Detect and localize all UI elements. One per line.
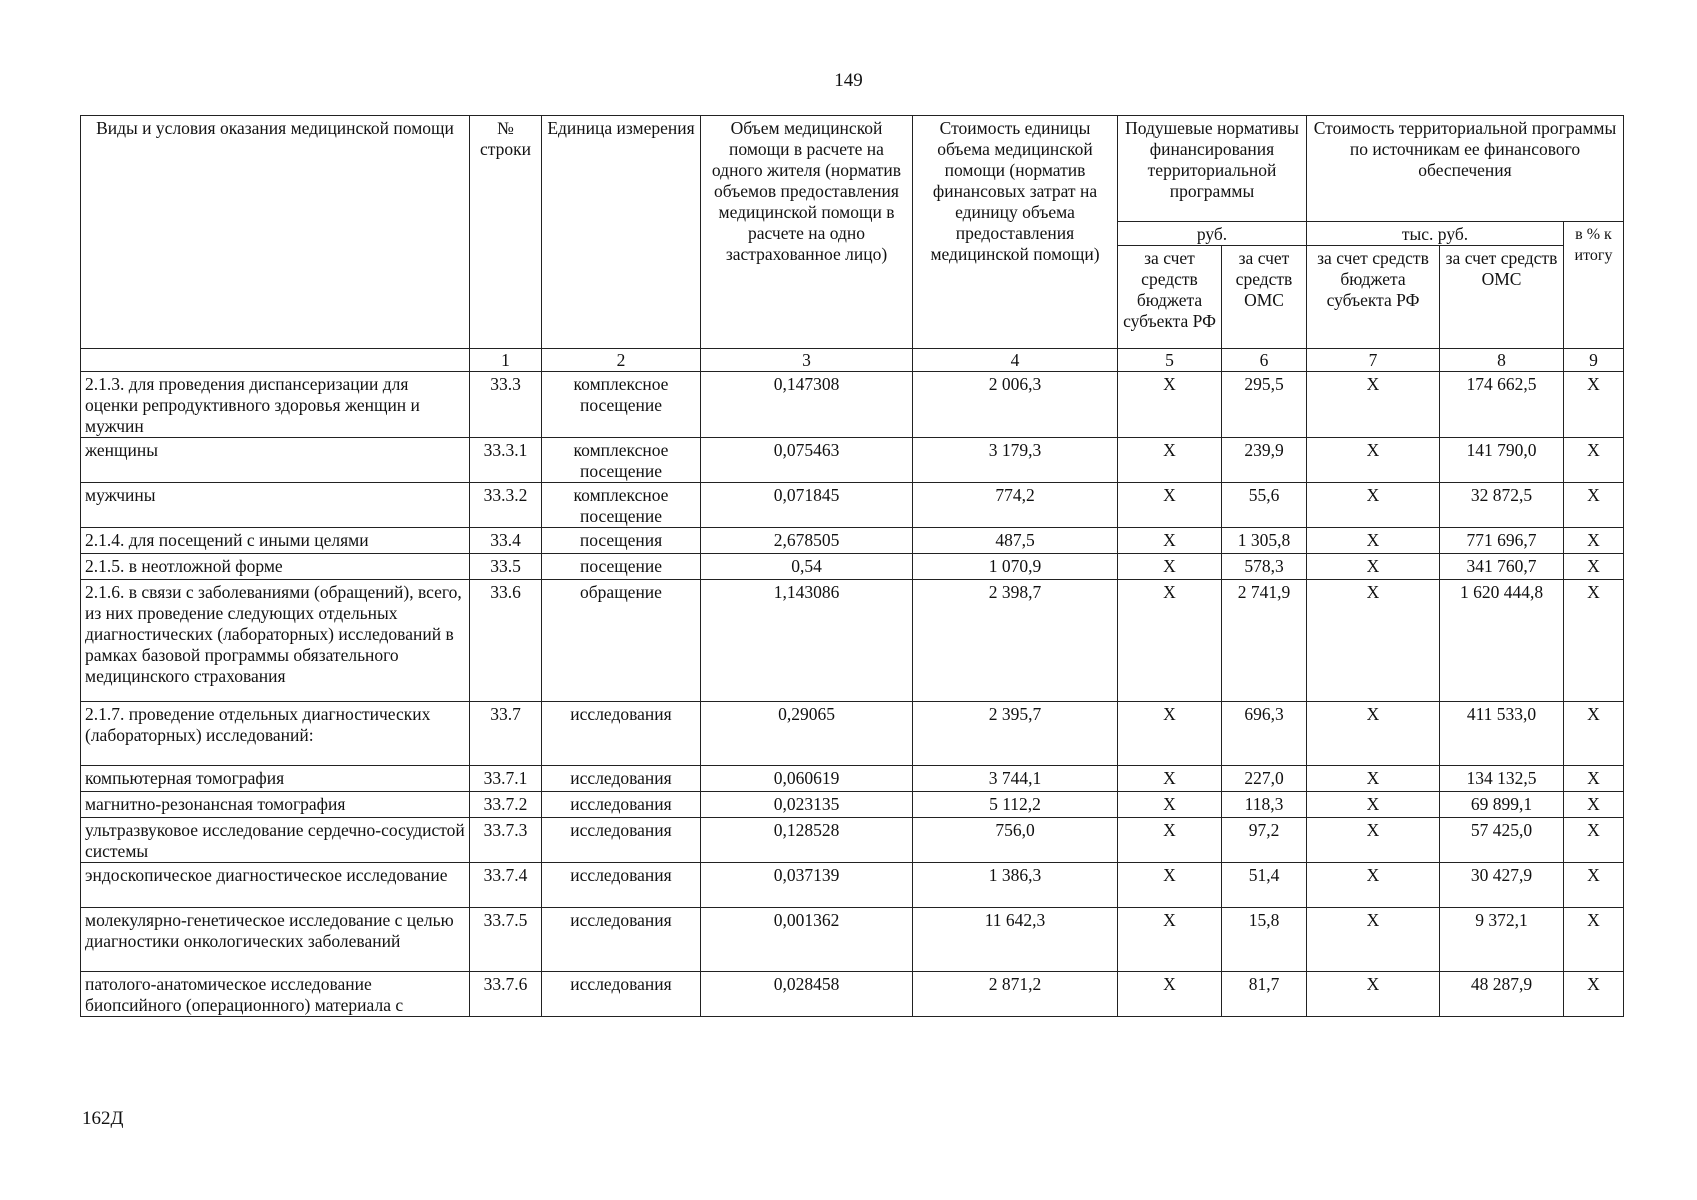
cell-cost: 756,0: [913, 818, 1118, 863]
cell-cost: 774,2: [913, 483, 1118, 528]
cell-unit: исследования: [542, 792, 701, 818]
cell-kind: 2.1.6. в связи с заболеваниями (обращений), всего, из них проведение следующих отдельных диагностических (лабораторных) исследований в рамках базовой программы обязательного медицинского страхования: [81, 580, 470, 702]
cell-percent-total: Х: [1564, 372, 1624, 438]
column-number: 9: [1564, 349, 1624, 372]
cell-unit: комплексное посещение: [542, 372, 701, 438]
cell-oms-rub: 239,9: [1222, 438, 1307, 483]
cell-unit: посещения: [542, 528, 701, 554]
cell-cost: 11 642,3: [913, 908, 1118, 972]
header-budget-thousand: за счет средств бюджета субъекта РФ: [1307, 246, 1440, 349]
cell-oms-thousand: 1 620 444,8: [1440, 580, 1564, 702]
cell-budget-rub: Х: [1118, 438, 1222, 483]
cell-oms-thousand: 771 696,7: [1440, 528, 1564, 554]
cell-oms-thousand: 9 372,1: [1440, 908, 1564, 972]
cell-budget-rub: Х: [1118, 908, 1222, 972]
cell-oms-thousand: 341 760,7: [1440, 554, 1564, 580]
table-row: [81, 792, 1624, 818]
cell-kind: мужчины: [81, 483, 470, 528]
cell-budget-rub: Х: [1118, 972, 1222, 1017]
table-row: [81, 702, 1624, 766]
cell-budget-thousand: Х: [1307, 528, 1440, 554]
cell-oms-rub: 55,6: [1222, 483, 1307, 528]
cell-percent-total: Х: [1564, 554, 1624, 580]
cell-budget-thousand: Х: [1307, 766, 1440, 792]
cell-oms-rub: 118,3: [1222, 792, 1307, 818]
cell-row-no: 33.5: [470, 554, 542, 580]
cell-percent-total: Х: [1564, 528, 1624, 554]
cell-cost: 1 070,9: [913, 554, 1118, 580]
cell-budget-thousand: Х: [1307, 818, 1440, 863]
header-percapita: Подушевые нормативы финансирования территориальной программы: [1118, 116, 1307, 222]
cell-volume: 0,128528: [701, 818, 913, 863]
table-row: [81, 908, 1624, 972]
header-kind: Виды и условия оказания медицинской помощи: [81, 116, 470, 349]
cell-oms-thousand: 411 533,0: [1440, 702, 1564, 766]
cell-volume: 0,147308: [701, 372, 913, 438]
header-percent-total: в % к итогу: [1564, 222, 1624, 349]
cell-kind: эндоскопическое диагностическое исследование: [81, 863, 470, 908]
header-budget-rub: за счет средств бюджета субъекта РФ: [1118, 246, 1222, 349]
document-code: 162Д: [82, 1108, 124, 1129]
cell-kind: магнитно-резонансная томография: [81, 792, 470, 818]
header-volume: Объем медицинской помощи в расчете на одного жителя (норматив объемов предоставления медицинской помощи в расчете на одно застрахованное лицо): [701, 116, 913, 349]
table-row: [81, 528, 1624, 554]
cell-budget-thousand: Х: [1307, 792, 1440, 818]
cell-unit: исследования: [542, 818, 701, 863]
cell-volume: 0,028458: [701, 972, 913, 1017]
cell-row-no: 33.3.1: [470, 438, 542, 483]
cell-kind: 2.1.5. в неотложной форме: [81, 554, 470, 580]
cell-unit: исследования: [542, 702, 701, 766]
cell-oms-rub: 227,0: [1222, 766, 1307, 792]
header-row-no: № строки: [470, 116, 542, 349]
table-row: [81, 972, 1624, 1017]
cell-budget-thousand: Х: [1307, 908, 1440, 972]
cell-volume: 0,29065: [701, 702, 913, 766]
cell-kind: 2.1.7. проведение отдельных диагностических (лабораторных) исследований:: [81, 702, 470, 766]
table-row: [81, 372, 1624, 438]
cell-volume: 0,071845: [701, 483, 913, 528]
cell-budget-rub: Х: [1118, 702, 1222, 766]
cell-cost: 487,5: [913, 528, 1118, 554]
cell-oms-rub: 1 305,8: [1222, 528, 1307, 554]
cell-percent-total: Х: [1564, 702, 1624, 766]
cell-kind: ультразвуковое исследование сердечно-сосудистой системы: [81, 818, 470, 863]
cell-budget-thousand: Х: [1307, 580, 1440, 702]
header-oms-rub: за счет средств ОМС: [1222, 246, 1307, 349]
cell-budget-thousand: Х: [1307, 863, 1440, 908]
cell-cost: 2 006,3: [913, 372, 1118, 438]
cell-budget-rub: Х: [1118, 792, 1222, 818]
cell-unit: исследования: [542, 972, 701, 1017]
column-number: 7: [1307, 349, 1440, 372]
cell-budget-rub: Х: [1118, 766, 1222, 792]
table-row: [81, 863, 1624, 908]
header-oms-thousand: за счет средств ОМС: [1440, 246, 1564, 349]
cell-oms-thousand: 57 425,0: [1440, 818, 1564, 863]
cell-cost: 3 744,1: [913, 766, 1118, 792]
cell-budget-rub: Х: [1118, 372, 1222, 438]
cell-cost: 2 871,2: [913, 972, 1118, 1017]
cell-row-no: 33.7.6: [470, 972, 542, 1017]
table-row: [81, 438, 1624, 483]
header-rub: руб.: [1118, 222, 1307, 246]
cell-oms-rub: 696,3: [1222, 702, 1307, 766]
cell-budget-thousand: Х: [1307, 972, 1440, 1017]
column-number: 4: [913, 349, 1118, 372]
cell-oms-rub: 578,3: [1222, 554, 1307, 580]
cell-budget-thousand: Х: [1307, 483, 1440, 528]
cell-budget-rub: Х: [1118, 818, 1222, 863]
cell-kind: молекулярно-генетическое исследование с целью диагностики онкологических заболеваний: [81, 908, 470, 972]
cell-oms-thousand: 174 662,5: [1440, 372, 1564, 438]
column-number: 6: [1222, 349, 1307, 372]
column-number: 3: [701, 349, 913, 372]
cell-percent-total: Х: [1564, 972, 1624, 1017]
cell-budget-rub: Х: [1118, 528, 1222, 554]
cell-row-no: 33.7.3: [470, 818, 542, 863]
cell-percent-total: Х: [1564, 908, 1624, 972]
cell-oms-thousand: 30 427,9: [1440, 863, 1564, 908]
cell-percent-total: Х: [1564, 438, 1624, 483]
cell-row-no: 33.7.1: [470, 766, 542, 792]
column-number: [81, 349, 470, 372]
cell-cost: 5 112,2: [913, 792, 1118, 818]
cell-percent-total: Х: [1564, 580, 1624, 702]
cell-oms-thousand: 134 132,5: [1440, 766, 1564, 792]
financing-table: [80, 115, 1624, 1017]
cell-budget-rub: Х: [1118, 554, 1222, 580]
cell-percent-total: Х: [1564, 818, 1624, 863]
cell-volume: 1,143086: [701, 580, 913, 702]
cell-percent-total: Х: [1564, 792, 1624, 818]
cell-row-no: 33.6: [470, 580, 542, 702]
column-number: 8: [1440, 349, 1564, 372]
cell-kind: компьютерная томография: [81, 766, 470, 792]
table-row: [81, 554, 1624, 580]
cell-cost: 1 386,3: [913, 863, 1118, 908]
cell-percent-total: Х: [1564, 483, 1624, 528]
cell-unit: комплексное посещение: [542, 438, 701, 483]
header-thousand-rub: тыс. руб.: [1307, 222, 1564, 246]
header-unit: Единица измерения: [542, 116, 701, 349]
table-row: [81, 483, 1624, 528]
cell-budget-thousand: Х: [1307, 702, 1440, 766]
cell-volume: 0,023135: [701, 792, 913, 818]
cell-volume: 2,678505: [701, 528, 913, 554]
cell-cost: 2 395,7: [913, 702, 1118, 766]
cell-unit: комплексное посещение: [542, 483, 701, 528]
column-number: 5: [1118, 349, 1222, 372]
cell-unit: исследования: [542, 863, 701, 908]
cell-oms-rub: 295,5: [1222, 372, 1307, 438]
column-number: 1: [470, 349, 542, 372]
cell-volume: 0,060619: [701, 766, 913, 792]
cell-oms-rub: 81,7: [1222, 972, 1307, 1017]
cell-oms-thousand: 141 790,0: [1440, 438, 1564, 483]
column-numbers-row: [81, 349, 1624, 372]
table-row: [81, 766, 1624, 792]
cell-percent-total: Х: [1564, 863, 1624, 908]
cell-budget-rub: Х: [1118, 483, 1222, 528]
cell-budget-rub: Х: [1118, 863, 1222, 908]
cell-kind: 2.1.3. для проведения диспансеризации для оценки репродуктивного здоровья женщин и мужчин: [81, 372, 470, 438]
header-program-cost: Стоимость территориальной программы по источникам ее финансового обеспечения: [1307, 116, 1624, 222]
cell-budget-thousand: Х: [1307, 438, 1440, 483]
table-row: [81, 818, 1624, 863]
cell-row-no: 33.7.5: [470, 908, 542, 972]
column-number: 2: [542, 349, 701, 372]
cell-percent-total: Х: [1564, 766, 1624, 792]
cell-row-no: 33.3.2: [470, 483, 542, 528]
cell-cost: 3 179,3: [913, 438, 1118, 483]
cell-row-no: 33.7: [470, 702, 542, 766]
cell-row-no: 33.4: [470, 528, 542, 554]
cell-row-no: 33.3: [470, 372, 542, 438]
table-body: [81, 372, 1624, 1017]
cell-kind: женщины: [81, 438, 470, 483]
cell-kind: 2.1.4. для посещений с иными целями: [81, 528, 470, 554]
cell-budget-rub: Х: [1118, 580, 1222, 702]
cell-unit: исследования: [542, 766, 701, 792]
cell-row-no: 33.7.2: [470, 792, 542, 818]
cell-oms-thousand: 69 899,1: [1440, 792, 1564, 818]
cell-oms-rub: 2 741,9: [1222, 580, 1307, 702]
cell-row-no: 33.7.4: [470, 863, 542, 908]
cell-unit: исследования: [542, 908, 701, 972]
table-row: [81, 580, 1624, 702]
cell-oms-thousand: 32 872,5: [1440, 483, 1564, 528]
cell-kind: патолого-анатомическое исследование биопсийного (операционного) материала с: [81, 972, 470, 1017]
cell-oms-rub: 97,2: [1222, 818, 1307, 863]
cell-volume: 0,075463: [701, 438, 913, 483]
cell-volume: 0,001362: [701, 908, 913, 972]
header-cost: Стоимость единицы объема медицинской помощи (норматив финансовых затрат на единицу объема предоставления медицинской помощи): [913, 116, 1118, 349]
cell-budget-thousand: Х: [1307, 554, 1440, 580]
cell-volume: 0,037139: [701, 863, 913, 908]
cell-oms-rub: 15,8: [1222, 908, 1307, 972]
cell-unit: обращение: [542, 580, 701, 702]
cell-oms-rub: 51,4: [1222, 863, 1307, 908]
page-number: 149: [834, 70, 863, 91]
cell-unit: посещение: [542, 554, 701, 580]
cell-budget-thousand: Х: [1307, 372, 1440, 438]
cell-volume: 0,54: [701, 554, 913, 580]
cell-cost: 2 398,7: [913, 580, 1118, 702]
cell-oms-thousand: 48 287,9: [1440, 972, 1564, 1017]
